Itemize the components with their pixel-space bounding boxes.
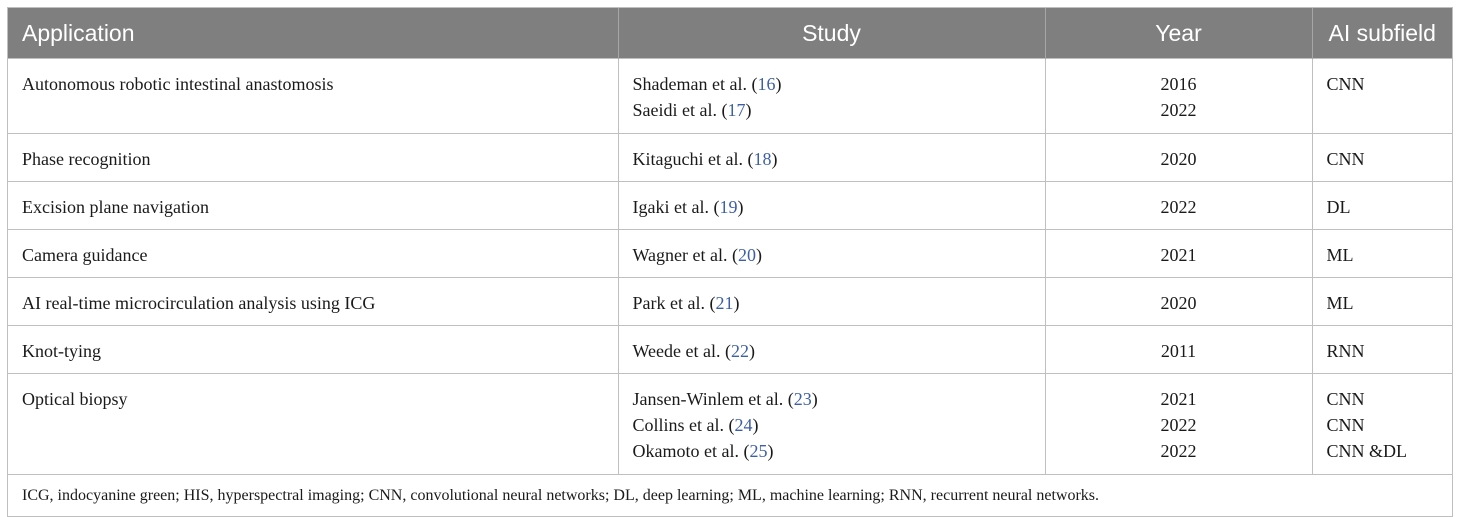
reference-link[interactable]: 20 bbox=[738, 245, 757, 265]
cell-ai-subfield bbox=[1312, 230, 1452, 278]
table-row bbox=[8, 134, 1452, 182]
cell-study bbox=[618, 374, 1045, 475]
year-value: 2022 bbox=[1160, 415, 1197, 435]
study-citation: Igaki et al. (19) bbox=[632, 197, 744, 217]
cell-year bbox=[1045, 134, 1312, 182]
study-citation: Saeidi et al. (17) bbox=[632, 100, 752, 120]
cell-study bbox=[618, 182, 1045, 230]
table-row bbox=[8, 59, 1452, 134]
cell-study bbox=[618, 326, 1045, 374]
table-footer bbox=[8, 475, 1452, 517]
reference-link[interactable]: 24 bbox=[734, 415, 753, 435]
study-author: Collins et al. bbox=[632, 415, 724, 435]
cell-application: Excision plane navigation bbox=[8, 182, 618, 230]
study-author: Kitaguchi et al. bbox=[632, 149, 743, 169]
cell-year bbox=[1045, 374, 1312, 475]
study-author: Jansen-Winlem et al. bbox=[632, 389, 784, 409]
year-value: 2022 bbox=[1160, 197, 1197, 217]
subfield-value: CNN bbox=[1326, 389, 1365, 409]
subfield-value: CNN bbox=[1326, 415, 1365, 435]
cell-ai-subfield bbox=[1312, 59, 1452, 134]
cell-study bbox=[618, 134, 1045, 182]
cell-year bbox=[1045, 59, 1312, 134]
cell-study bbox=[618, 278, 1045, 326]
cell-study bbox=[618, 59, 1045, 134]
study-citation: Okamoto et al. (25) bbox=[632, 441, 774, 461]
cell-ai-subfield bbox=[1312, 182, 1452, 230]
reference-link[interactable]: 18 bbox=[753, 149, 772, 169]
subfield-value: DL bbox=[1326, 197, 1351, 217]
study-author: Igaki et al. bbox=[632, 197, 709, 217]
year-value: 2011 bbox=[1160, 341, 1197, 361]
subfield-value: ML bbox=[1326, 245, 1354, 265]
reference-link[interactable]: 16 bbox=[757, 74, 776, 94]
table-header bbox=[8, 8, 1452, 59]
year-value: 2022 bbox=[1160, 441, 1197, 461]
header-year: Year bbox=[1045, 8, 1312, 59]
table-row bbox=[8, 230, 1452, 278]
study-author: Weede et al. bbox=[632, 341, 721, 361]
study-author: Park et al. bbox=[632, 293, 705, 313]
study-citation: Jansen-Winlem et al. (23) bbox=[632, 389, 818, 409]
study-citation: Collins et al. (24) bbox=[632, 415, 759, 435]
year-value: 2016 bbox=[1160, 74, 1197, 94]
study-citation: Kitaguchi et al. (18) bbox=[632, 149, 778, 169]
study-citation: Weede et al. (22) bbox=[632, 341, 755, 361]
footnote: ICG, indocyanine green; HIS, hyperspectral imaging; CNN, convolutional neural networks; DL, deep learning; ML, machine learning; RNN, recurrent neural networks. bbox=[8, 475, 1452, 517]
subfield-value: RNN bbox=[1326, 341, 1365, 361]
year-value: 2021 bbox=[1160, 245, 1197, 265]
cell-year bbox=[1045, 182, 1312, 230]
study-author: Saeidi et al. bbox=[632, 100, 717, 120]
year-value: 2022 bbox=[1160, 100, 1197, 120]
cell-year bbox=[1045, 326, 1312, 374]
reference-link[interactable]: 23 bbox=[793, 389, 812, 409]
table-row bbox=[8, 326, 1452, 374]
cell-ai-subfield bbox=[1312, 326, 1452, 374]
cell-application: AI real-time microcirculation analysis using ICG bbox=[8, 278, 618, 326]
cell-year bbox=[1045, 278, 1312, 326]
cell-application: Knot-tying bbox=[8, 326, 618, 374]
header-application: Application bbox=[8, 8, 618, 59]
cell-ai-subfield bbox=[1312, 374, 1452, 475]
footnote-row bbox=[8, 475, 1452, 517]
cell-study bbox=[618, 230, 1045, 278]
study-author: Shademan et al. bbox=[632, 74, 747, 94]
study-citation: Wagner et al. (20) bbox=[632, 245, 763, 265]
study-author: Okamoto et al. bbox=[632, 441, 739, 461]
reference-link[interactable]: 21 bbox=[715, 293, 734, 313]
year-value: 2020 bbox=[1160, 293, 1197, 313]
reference-link[interactable]: 19 bbox=[719, 197, 738, 217]
table-row bbox=[8, 278, 1452, 326]
study-author: Wagner et al. bbox=[632, 245, 728, 265]
subfield-value: ML bbox=[1326, 293, 1354, 313]
table-row bbox=[8, 182, 1452, 230]
subfield-value: CNN bbox=[1326, 74, 1365, 94]
reference-link[interactable]: 25 bbox=[749, 441, 768, 461]
ai-applications-table bbox=[8, 8, 1452, 516]
cell-application: Phase recognition bbox=[8, 134, 618, 182]
cell-ai-subfield bbox=[1312, 278, 1452, 326]
study-citation: Park et al. (21) bbox=[632, 293, 740, 313]
cell-year bbox=[1045, 230, 1312, 278]
cell-application: Camera guidance bbox=[8, 230, 618, 278]
data-table-container bbox=[7, 7, 1453, 517]
header-row bbox=[8, 8, 1452, 59]
header-ai-subfield: AI subfield bbox=[1312, 8, 1452, 59]
cell-application: Autonomous robotic intestinal anastomosis bbox=[8, 59, 618, 134]
table-body bbox=[8, 59, 1452, 475]
reference-link[interactable]: 17 bbox=[727, 100, 746, 120]
year-value: 2020 bbox=[1160, 149, 1197, 169]
header-study: Study bbox=[618, 8, 1045, 59]
subfield-value: CNN bbox=[1326, 149, 1365, 169]
study-citation: Shademan et al. (16) bbox=[632, 74, 782, 94]
year-value: 2021 bbox=[1160, 389, 1197, 409]
reference-link[interactable]: 22 bbox=[731, 341, 749, 361]
table-row bbox=[8, 374, 1452, 475]
cell-ai-subfield bbox=[1312, 134, 1452, 182]
cell-application: Optical biopsy bbox=[8, 374, 618, 475]
subfield-value: CNN &DL bbox=[1326, 441, 1407, 461]
